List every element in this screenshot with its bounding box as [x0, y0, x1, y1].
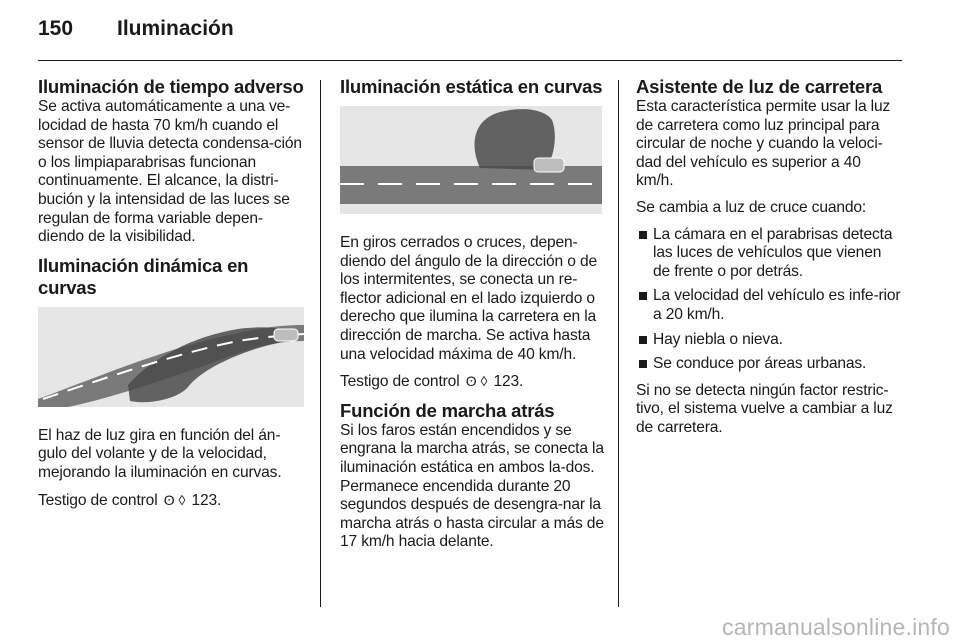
reference-label: Testigo de control — [38, 491, 158, 509]
control-light-reference — [38, 491, 304, 511]
section-body-high-beam-assist: Esta característica permite usar la luz de carretera como luz principal para circular de noche y cuando la veloci-dad del vehículo es superior a 40 km/h. — [636, 98, 891, 190]
control-light-icon: ʘ — [163, 491, 175, 508]
chapter-title: Iluminación — [117, 17, 234, 40]
control-light-icon: ʘ — [465, 373, 477, 390]
reference-label: Testigo de control — [340, 373, 460, 391]
section-outro-high-beam: Si no se detecta ningún factor restric-tivo, el sistema vuelve a cambiar a luz de carretera. — [636, 381, 893, 436]
bullet-list — [636, 226, 902, 374]
list-item-text: La cámara en el parabrisas detecta las luces de vehículos que vienen de frente o por detrás. — [653, 225, 893, 280]
reference-page: 123. — [191, 491, 222, 509]
column-3 — [636, 76, 902, 446]
section-body-static-curve: En giros cerrados o cruces, depen-diendo del ángulo de la dirección o de los intermitentes, se conecta un re-flector adicional en el lado izquierdo o derecho que ilumina la carretera en la dirección de marcha. Se activa hasta una velocidad máxima de 40 km/h. — [340, 234, 597, 363]
section-title-adverse-weather: Iluminación de tiempo adverso — [38, 76, 304, 97]
list-item-text: Se conduce por áreas urbanas. — [653, 355, 867, 373]
section-intro-low-beam: Se cambia a luz de cruce cuando: — [636, 198, 867, 216]
list-item — [636, 226, 902, 282]
list-item-text: La velocidad del vehículo es infe-rior a 20 km/h. — [653, 287, 901, 323]
bullet-square-icon — [639, 360, 647, 368]
section-title-high-beam-assist: Asistente de luz de carretera — [636, 76, 883, 97]
watermark: carmanualsonline.info — [722, 614, 950, 640]
column-1 — [38, 76, 304, 518]
bullet-square-icon — [639, 231, 647, 239]
section-title-dynamic-curve: Iluminación dinámica en curvas — [38, 254, 249, 298]
page-number: 150 — [38, 17, 74, 40]
section-body-adverse-weather: Se activa automáticamente a una ve-locidad de hasta 70 km/h cuando el sensor de lluvia detecta condensa-ción o los limpiaparabrisas funcionan continuamente. El alcance, la distri-bución y la intensidad de las luces se regulan de forma variable depen-diendo de la visibilidad. — [38, 98, 302, 246]
page-reference-arrow-icon: ◊ — [480, 373, 488, 390]
bullet-square-icon — [639, 292, 647, 300]
column-divider-right — [618, 80, 619, 607]
reference-page: 123. — [493, 373, 524, 391]
page-reference-arrow-icon: ◊ — [178, 491, 186, 508]
section-title-static-curve: Iluminación estática en curvas — [340, 76, 603, 97]
bullet-square-icon — [639, 336, 647, 344]
car-shape — [274, 329, 298, 341]
list-item — [636, 331, 902, 350]
column-2 — [340, 76, 606, 560]
header-rule — [38, 60, 902, 61]
dynamic-curve-illustration — [38, 307, 304, 407]
static-curve-illustration — [340, 106, 602, 214]
control-light-reference — [340, 372, 606, 392]
section-title-reverse-function: Función de marcha atrás — [340, 399, 555, 421]
section-body-reverse-function: Si los faros están encendidos y se engrana la marcha atrás, se conecta la iluminación estática en ambos la-dos. Permanece encendida durante 20 segundos después de desengra-nar la marcha atrás o hasta circular a más de 17 km/h hacia delante. — [340, 421, 604, 551]
car-shape — [534, 158, 564, 172]
column-divider-left — [320, 80, 321, 607]
list-item — [636, 287, 902, 324]
list-item-text: Hay niebla o nieva. — [653, 330, 783, 348]
section-body-dynamic-curve: El haz de luz gira en función del án-gulo del volante y de la velocidad, mejorando la iluminación en curvas. — [38, 426, 282, 481]
list-item — [636, 355, 902, 374]
